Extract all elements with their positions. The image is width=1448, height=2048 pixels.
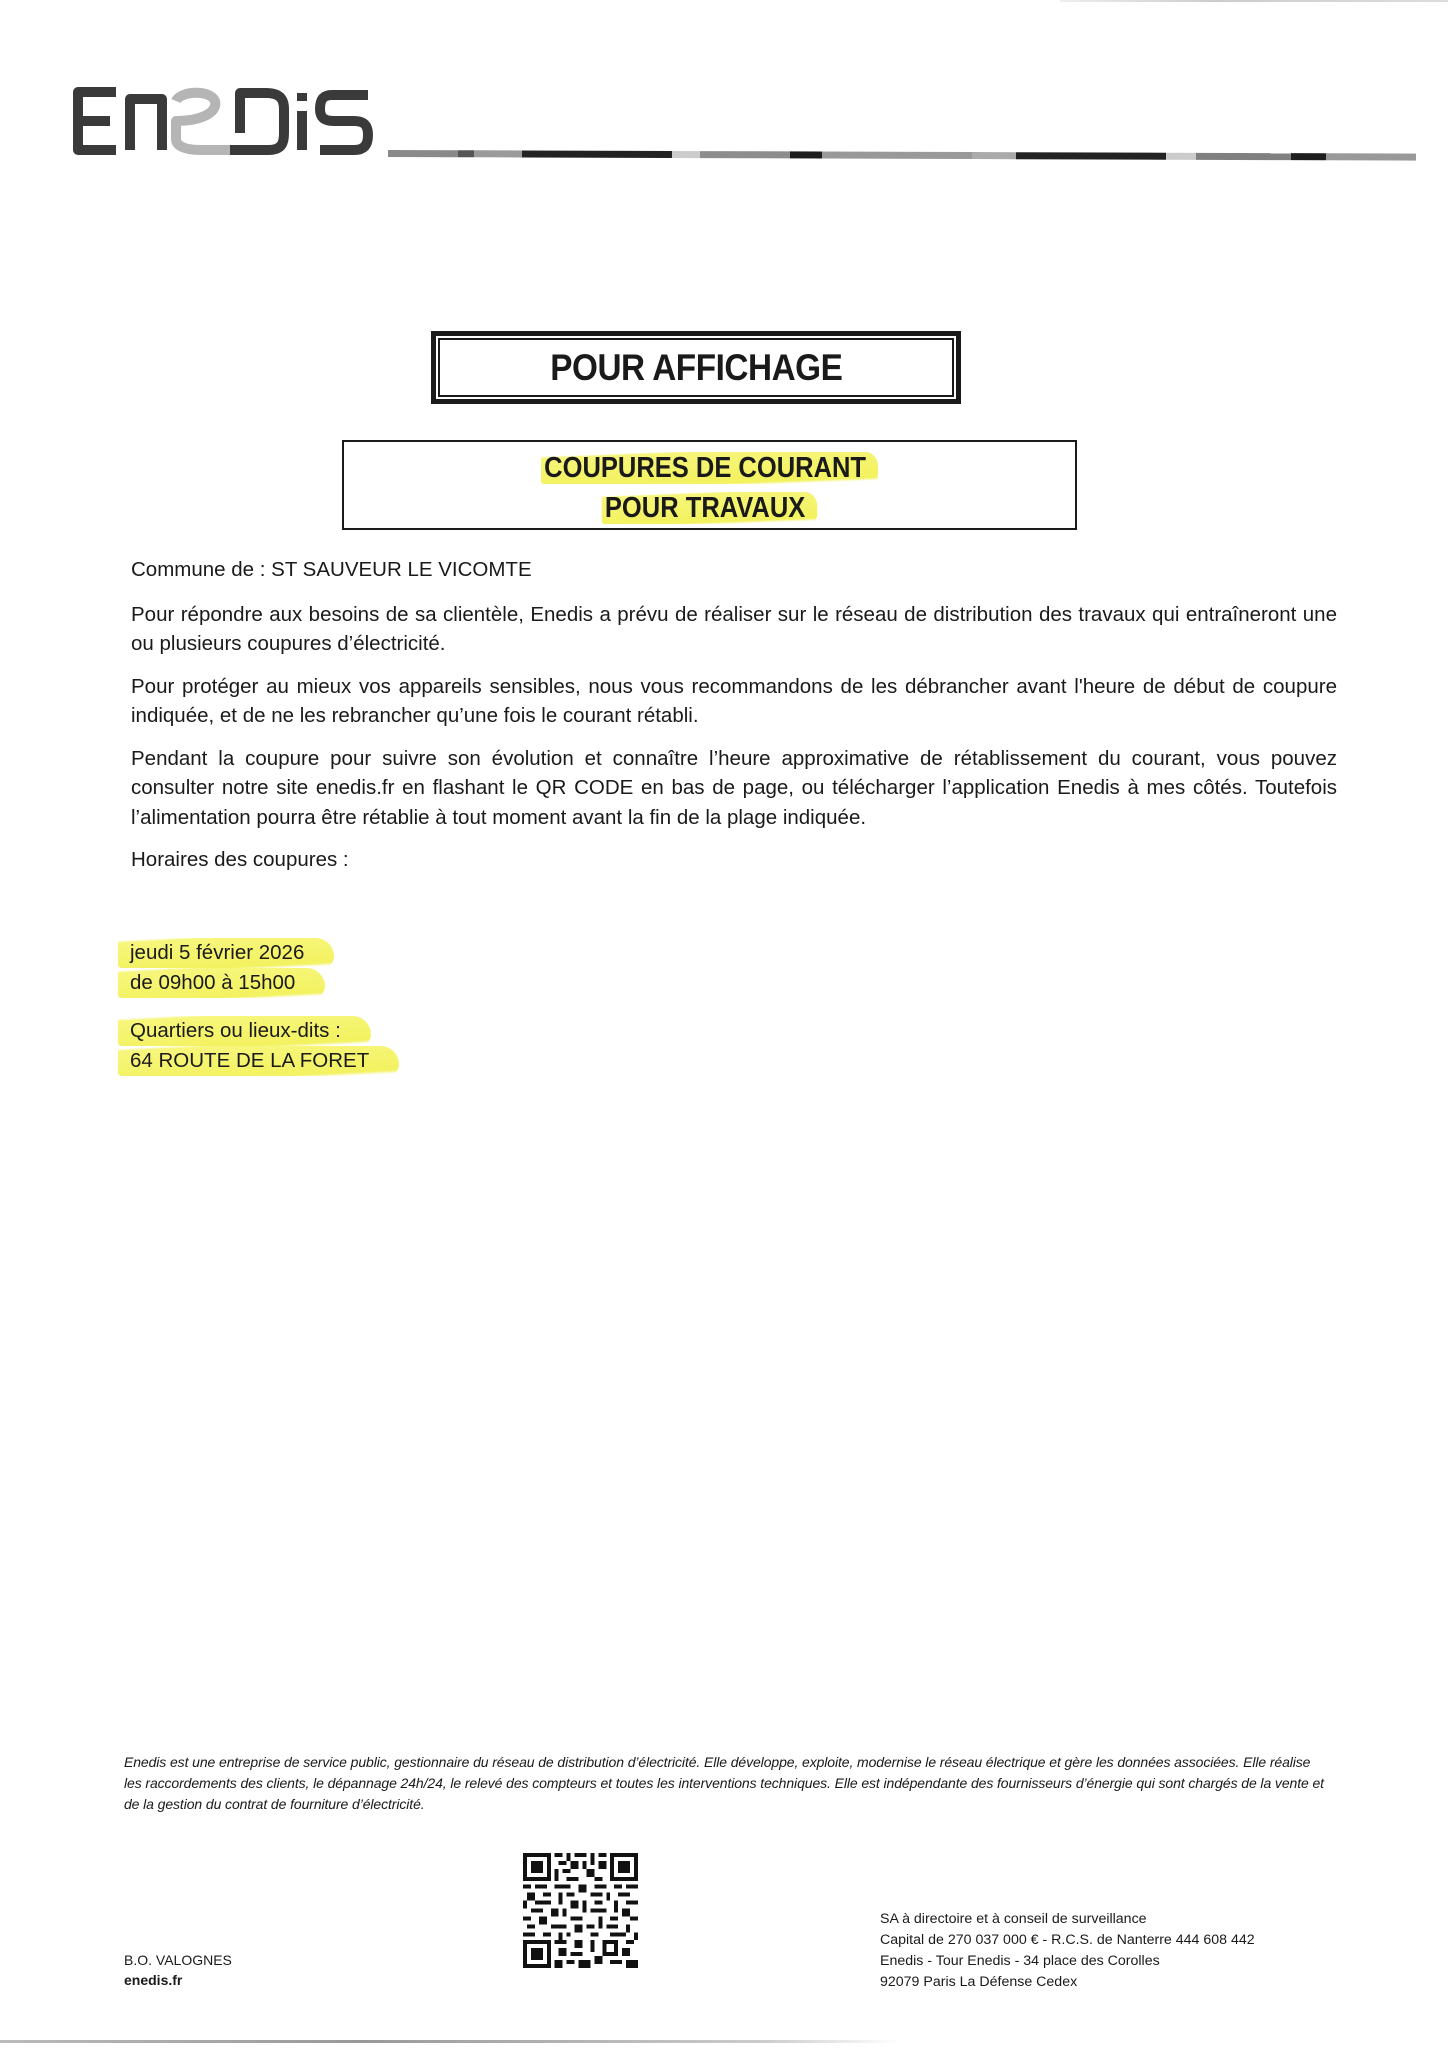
legal-notice: Enedis est une entreprise de service public, gestionnaire du réseau de distribution d’électricité. Elle développe, exploite, modernise le réseau électrique et gère les données associées. Elle réalise les raccordements des clients, le dépannage 24h/24, le relevé des compteurs et toutes les interventions techniques. Elle est indépendante des fournisseurs d’énergie qui sont chargés de la vente et de la gestion du contrat de fourniture d’électricité. (124, 1754, 1324, 1812)
company-line-address: Enedis - Tour Enedis - 34 place des Corolles (880, 1953, 1160, 1969)
company-line-legal-form: SA à directoire et à conseil de surveillance (880, 1911, 1147, 1927)
paragraph-protect-devices: Pour protéger au mieux vos appareils sensibles, nous vous recommandons de les débrancher avant l'heure de début de coupure indiquée, et de ne les rebrancher qu’une fois le courant rétabli. (131, 674, 1337, 727)
pour-affichage-box (431, 331, 961, 404)
paragraph-follow-outage: Pendant la coupure pour suivre son évolution et connaître l’heure approximative de rétablissement du courant, vous pouvez consulter notre site enedis.fr en flashant le QR CODE en bas de page, ou télécharger l’application Enedis à mes côtés. Toutefois l’alimentation pourra être rétablie à tout moment avant la fin de la plage indiquée. (131, 746, 1337, 829)
office-info (124, 1950, 232, 1990)
scan-edge (0, 2040, 900, 2043)
enedis-logo (70, 87, 375, 155)
company-line-city: 92079 Paris La Défense Cedex (880, 1974, 1078, 1990)
outage-schedule (118, 938, 399, 1094)
outage-date: jeudi 5 février 2026 (118, 938, 334, 968)
qr-code-icon[interactable] (523, 1853, 638, 1968)
company-info (880, 1909, 1255, 1993)
locations-label: Quartiers ou lieux-dits : (118, 1016, 371, 1046)
scan-edge (1060, 0, 1448, 2)
notice-body (131, 555, 1337, 888)
paragraph-intro: Pour répondre aux besoins de sa clientèle, Enedis a prévu de réaliser sur le réseau de distribution des travaux qui entraîneront une ou plusieurs coupures d’électricité. (131, 602, 1337, 655)
notice-subject-box (342, 440, 1077, 530)
outage-location: 64 ROUTE DE LA FORET (118, 1046, 399, 1076)
office-name: B.O. VALOGNES (124, 1952, 232, 1968)
subtitle-line-1: COUPURES DE COURANT (541, 452, 879, 484)
commune-label: Commune de : ST SAUVEUR LE VICOMTE (131, 558, 532, 581)
outage-time: de 09h00 à 15h00 (118, 968, 325, 998)
company-line-capital: Capital de 270 037 000 € - R.C.S. de Nanterre 444 608 442 (880, 1932, 1255, 1948)
header-divider (388, 150, 1416, 161)
schedule-heading: Horaires des coupures : (131, 848, 349, 871)
subtitle-line-2: POUR TRAVAUX (601, 492, 817, 524)
page-title: POUR AFFICHAGE (549, 346, 843, 388)
website-link[interactable]: enedis.fr (124, 1972, 183, 1988)
